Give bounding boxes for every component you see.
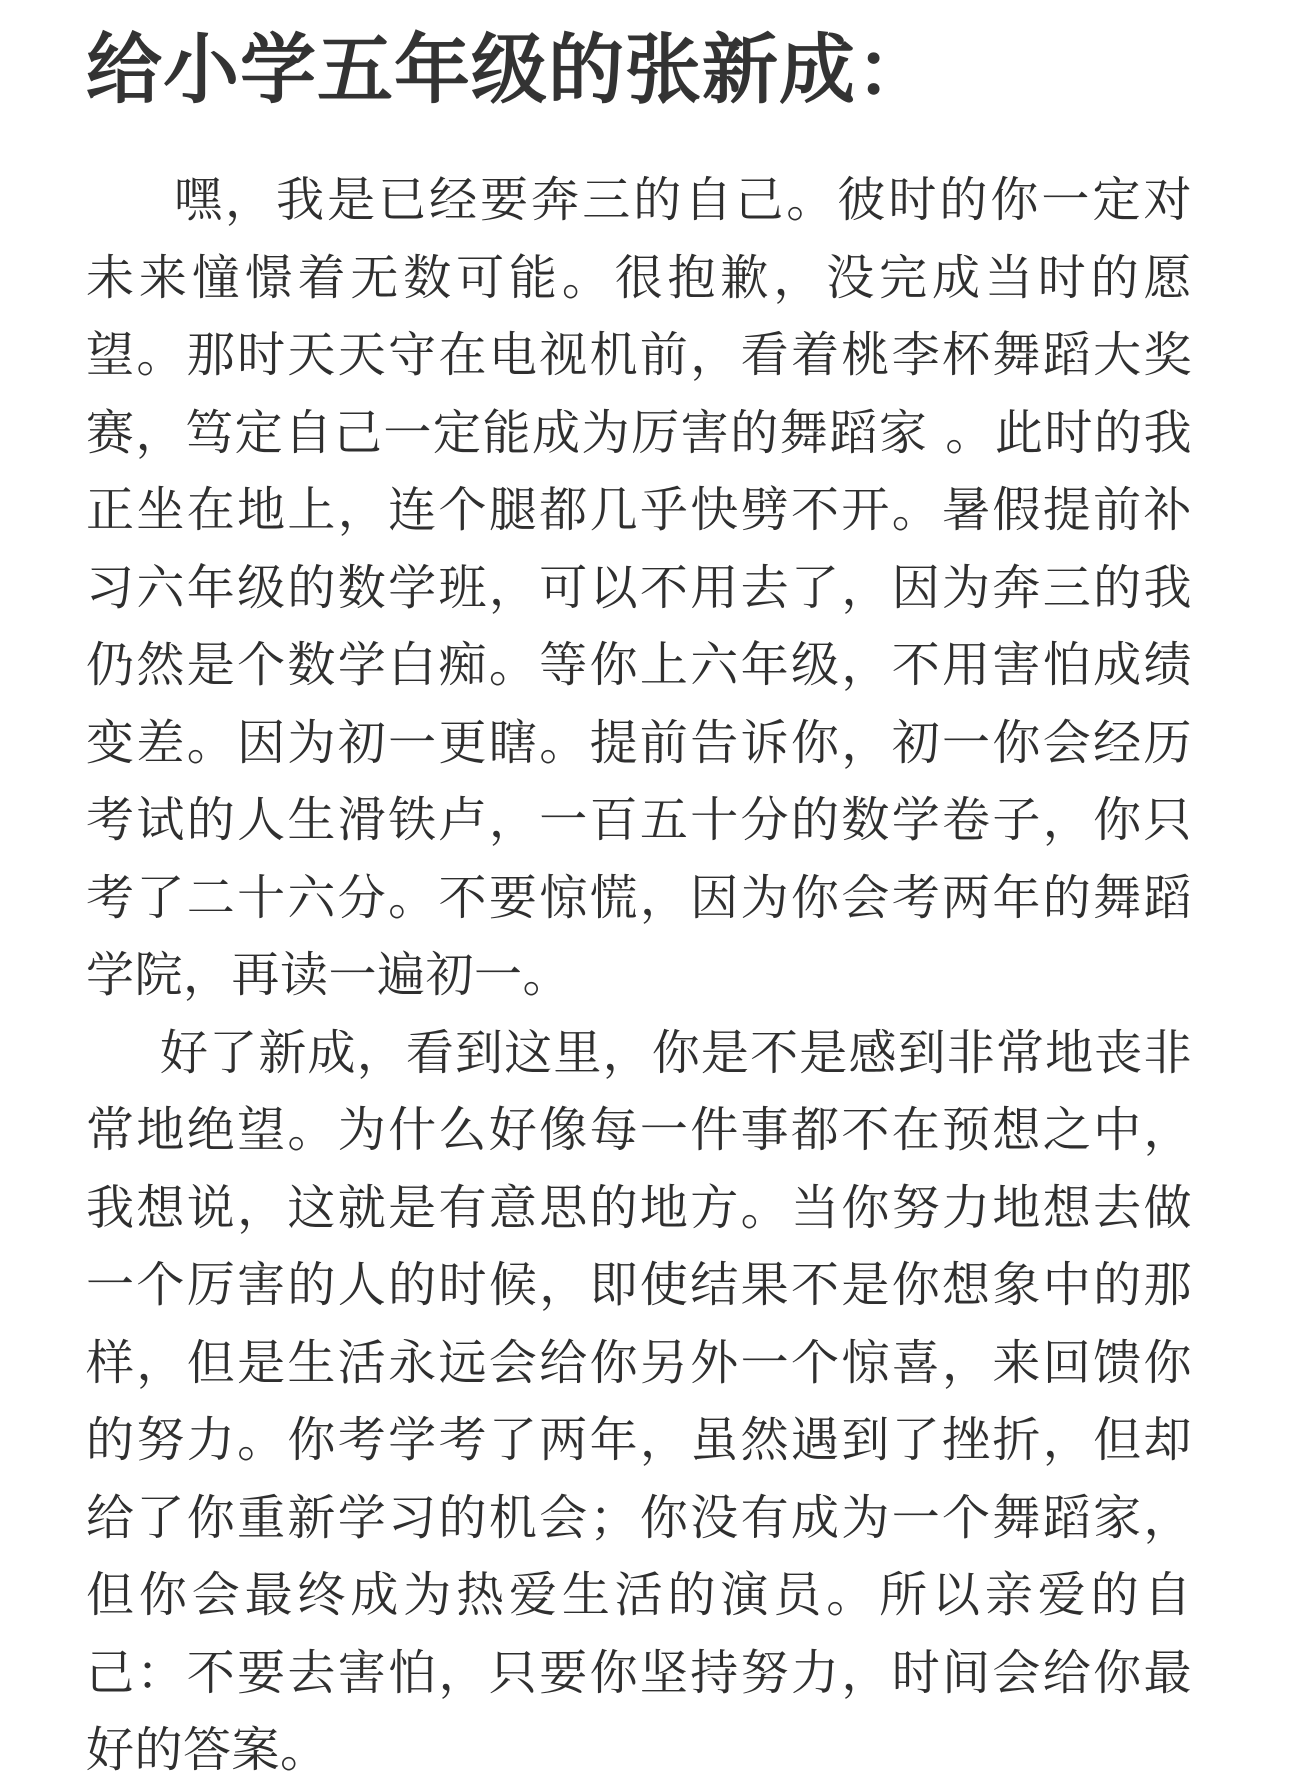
letter-title: 给小学五年级的张新成： [86, 25, 933, 114]
letter-paragraph-2: 好了新成，看到这里，你是不是感到非常地丧非常地绝望。为什么好像每一件事都不在预想之中，我想说，这就是有意思的地方。当你努力地想去做一个厉害的人的时候，即使结果不是你想象中的那样，但是生活永远会给你另外一个惊喜，来回馈你的努力。你考学考了两年，虽然遇到了挫折，但却给了你重新学习的机会；你没有成为一个舞蹈家，但你会最终成为热爱生活的演员。所以亲爱的自己：不要去害怕，只要你坚持努力，时间会给你最好的答案。 [86, 1024, 1192, 1778]
letter-paragraph-1: 嘿，我是已经要奔三的自己。彼时的你一定对未来憧憬着无数可能。很抱歉，没完成当时的愿望。那时天天守在电视机前，看着桃李杯舞蹈大奖赛，笃定自己一定能成为厉害的舞蹈家 。此时的我正坐在地上，连个腿都几乎快劈不开。暑假提前补习六年级的数学班，可以不用去了，因为奔三的我仍然是个数学白痴。等你上六年级，不用害怕成绩变差。因为初一更瞎。提前告诉你，初一你会经历考试的人生滑铁卢，一百五十分的数学卷子，你只考了二十六分。不要惊慌，因为你会考两年的舞蹈学院，再读一遍初一。 [86, 172, 1192, 1003]
letter-body [86, 162, 1192, 1790]
